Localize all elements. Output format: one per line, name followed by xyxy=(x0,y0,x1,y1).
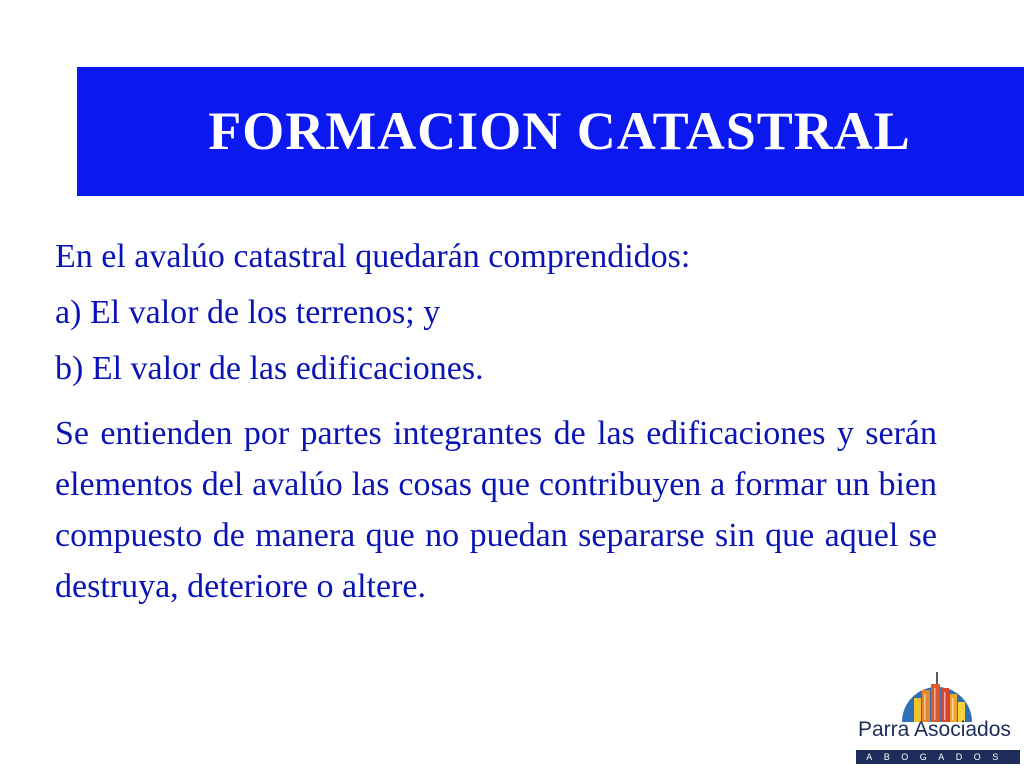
company-logo xyxy=(852,672,1022,768)
slide-body xyxy=(55,232,937,612)
slide-title: FORMACION CATASTRAL xyxy=(208,101,911,161)
intro-text: En el avalúo catastral quedarán comprendidos: xyxy=(55,238,691,275)
list-item-b: b) El valor de las edificaciones. xyxy=(55,350,484,387)
logo-subtitle: ABOGADOS xyxy=(856,750,1020,764)
title-bar xyxy=(77,67,1024,196)
logo-name: Parra Asociados xyxy=(858,718,1011,741)
body-paragraph: Se entienden por partes integrantes de las edificaciones y serán elementos del avalúo las cosas que contribuyen a formar un bien compuesto de manera que no puedan separarse sin que aquel se destruya, deteriore o altere. xyxy=(55,415,937,605)
list-item-a: a) El valor de los terrenos; y xyxy=(55,294,441,331)
building-skyline-icon xyxy=(852,672,1022,722)
